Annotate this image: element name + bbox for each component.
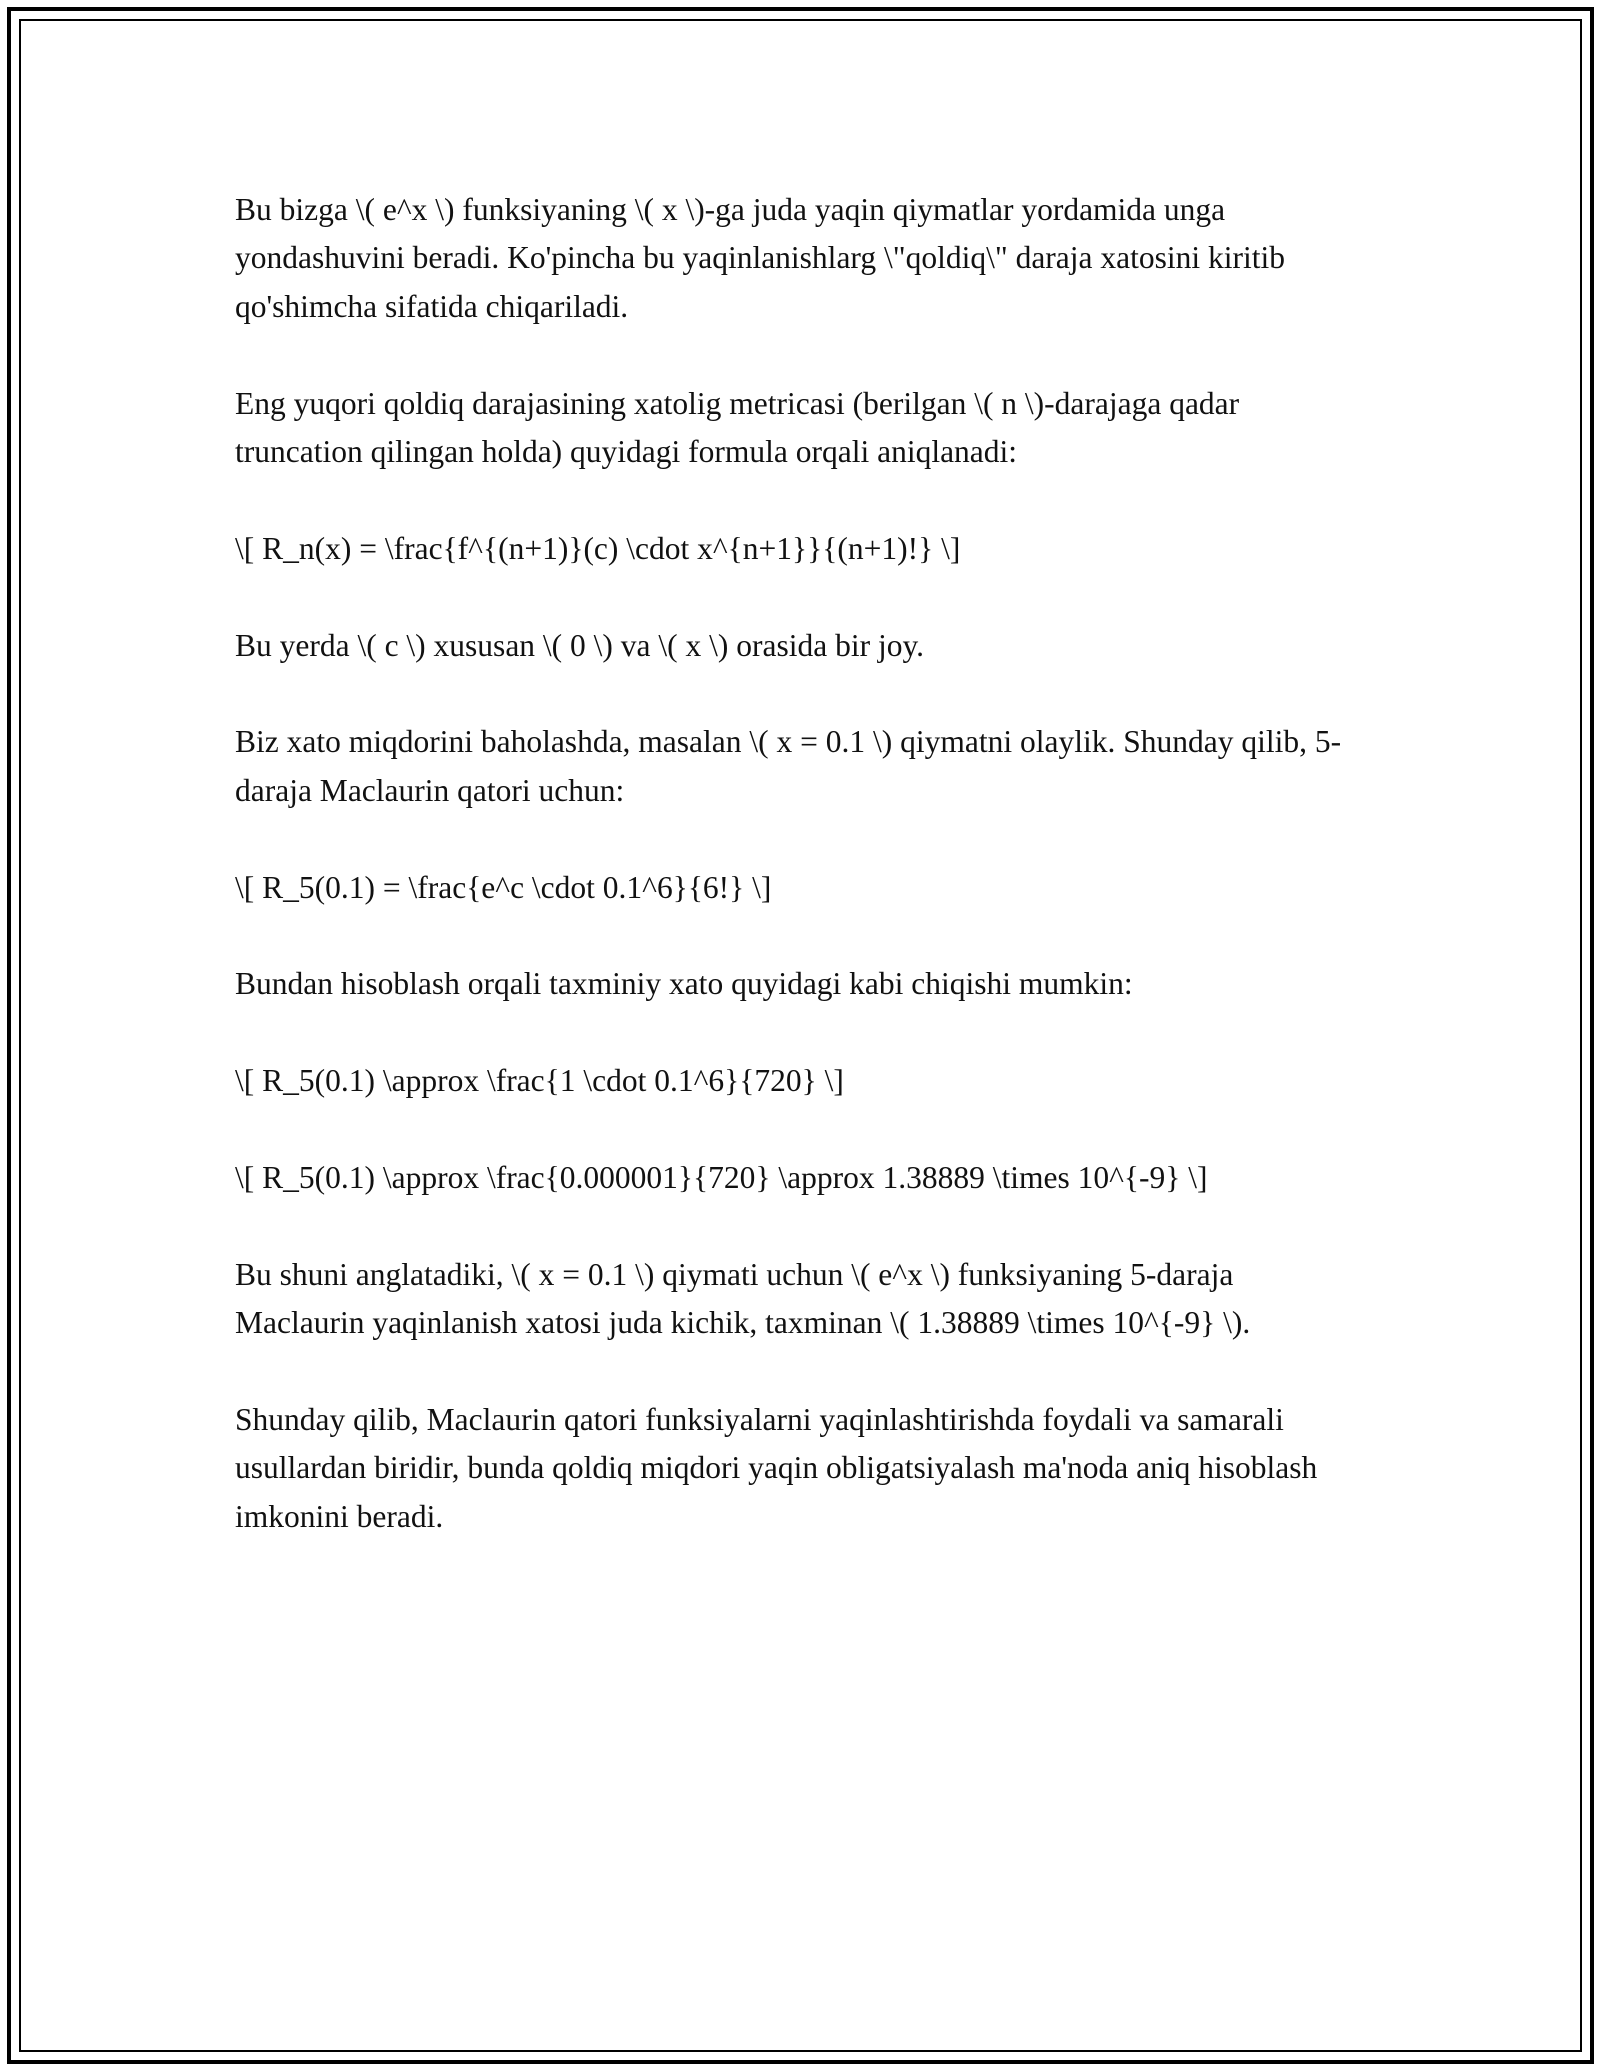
formula-approx-step2: \[ R_5(0.1) \approx \frac{0.000001}{720} \approx 1.38889 \times 10^{-9} \] bbox=[235, 1160, 1208, 1195]
paragraph-result: Bu shuni anglatadiki, \( x = 0.1 \) qiymati uchun \( e^x \) funksiyaning 5-daraja Maclaurin yaqinlanish xatosi juda kichik, taxminan \( 1.38889 \times 10^{-9} \). bbox=[235, 1256, 1251, 1341]
formula-remainder-general: \[ R_n(x) = \frac{f^{(n+1)}(c) \cdot x^{n+1}}{(n+1)!} \] bbox=[235, 530, 961, 566]
paragraph-example-setup: Biz xato miqdorini baholashda, masalan \( x = 0.1 \) qiymatni olaylik. Shunday qilib, 5-daraja Maclaurin qatori uchun: bbox=[235, 724, 1342, 808]
paragraph-calculation-intro: Bundan hisoblash orqali taxminiy xato quyidagi kabi chiqishi mumkin: bbox=[235, 966, 1133, 1002]
paragraph-c-description: Bu yerda \( c \) xususan \( 0 \) va \( x \) orasida bir joy. bbox=[235, 627, 925, 663]
paragraph-conclusion: Shunday qilib, Maclaurin qatori funksiyalarni yaqinlashtirishda foydali va samarali usullardan biridir, bunda qoldiq miqdori yaqin obligatsiyalash ma'noda aniq hisoblash imkonini beradi. bbox=[235, 1402, 1318, 1534]
document-body bbox=[235, 186, 1365, 1590]
formula-remainder-r5: \[ R_5(0.1) = \frac{e^c \cdot 0.1^6}{6!} \] bbox=[235, 869, 772, 905]
paragraph-intro: Bu bizga \( e^x \) funksiyaning \( x \)-ga juda yaqin qiymatlar yordamida unga yondashuvini beradi. Ko'pincha bu yaqinlanishlarg \"qoldiq\" daraja xatosini kiritib qo'shimcha sifatida chiqariladi. bbox=[235, 192, 1285, 324]
paragraph-remainder-definition: Eng yuqori qoldiq darajasining xatolig metricasi (berilgan \( n \)-darajaga qadar truncation qilingan holda) quyidagi formula orqali aniqlanadi: bbox=[235, 385, 1240, 470]
formula-approx-step1: \[ R_5(0.1) \approx \frac{1 \cdot 0.1^6}{720} \] bbox=[235, 1063, 844, 1099]
